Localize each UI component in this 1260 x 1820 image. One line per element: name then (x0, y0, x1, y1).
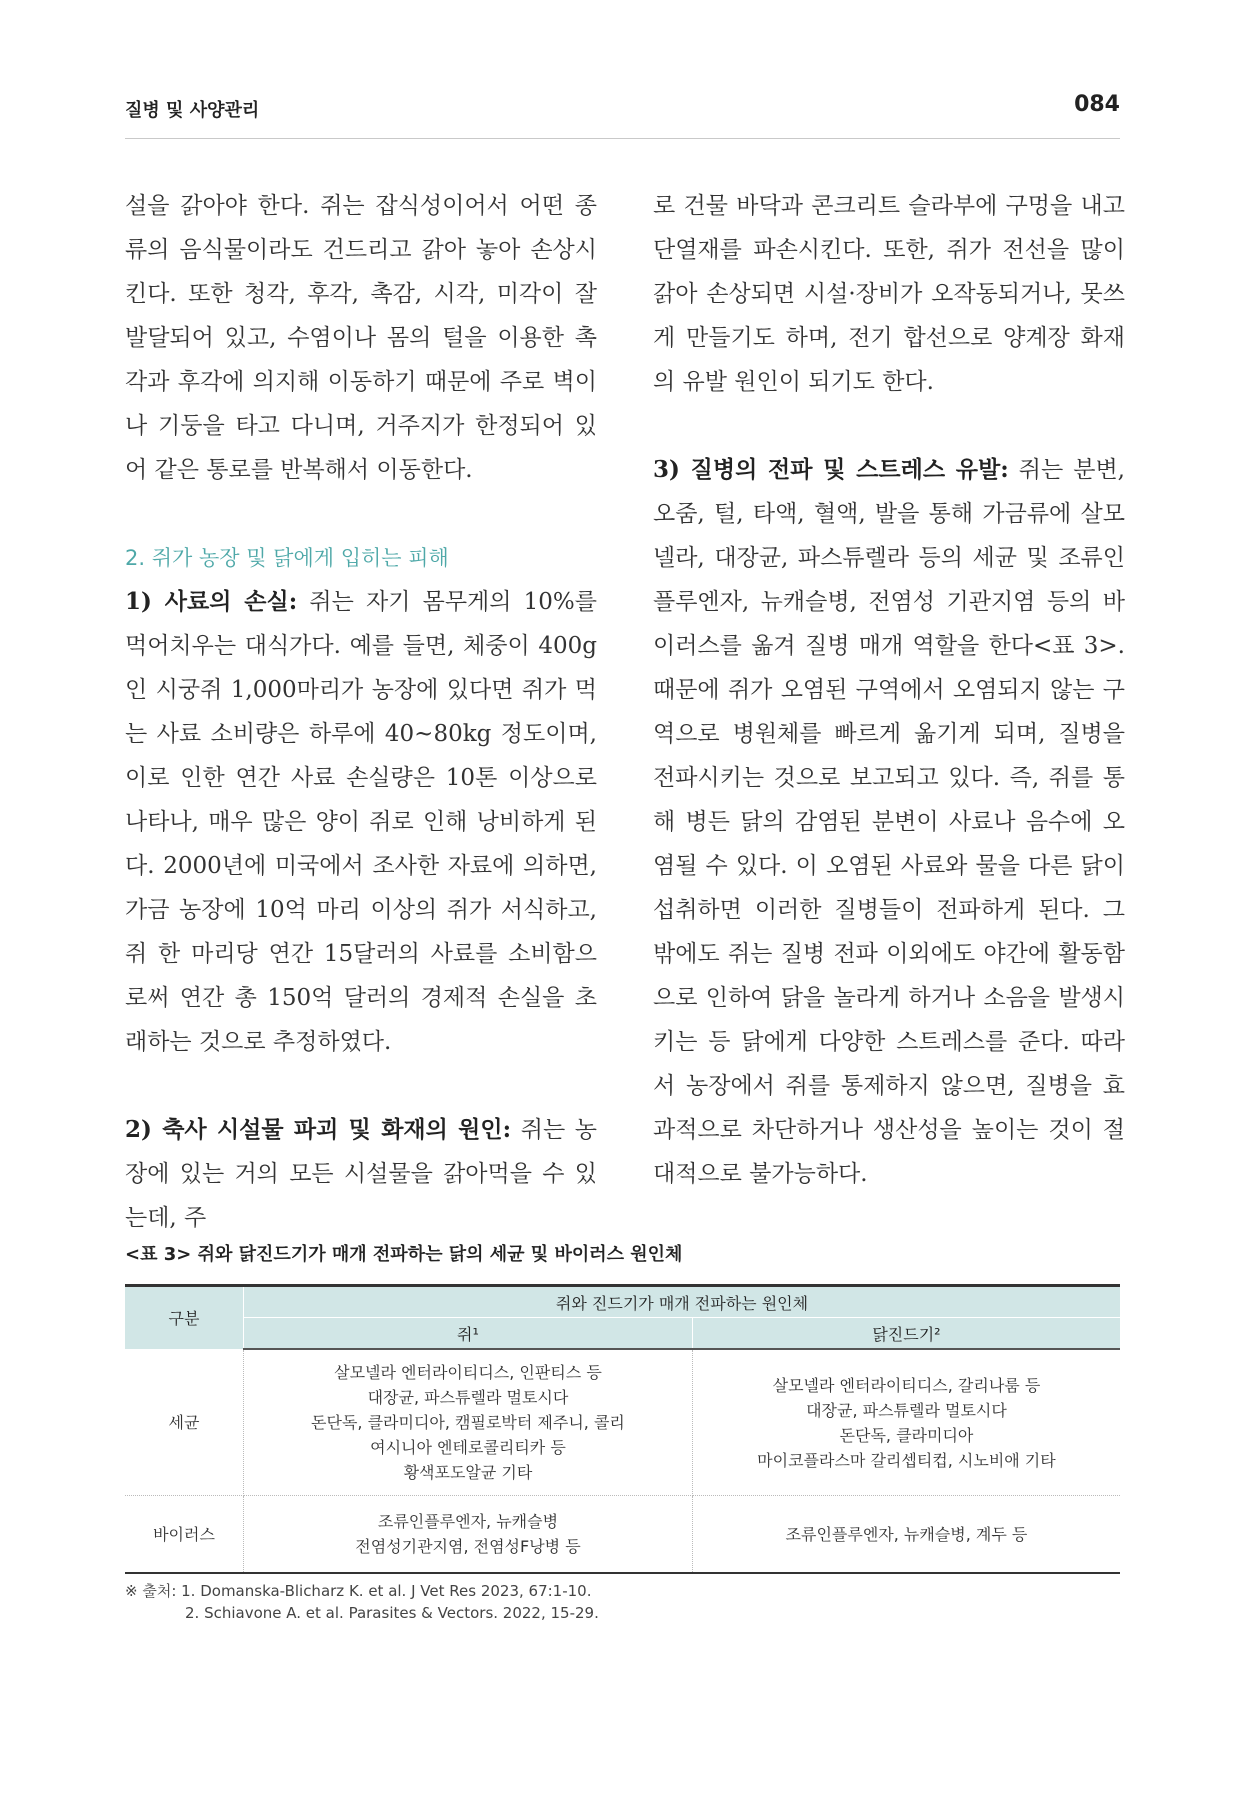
table-caption: <표 3> 쥐와 닭진드기가 매개 전파하는 닭의 세균 및 바이러스 원인체 (125, 1244, 683, 1265)
header-divider (125, 138, 1120, 139)
paragraph-feed-loss (125, 580, 597, 1064)
cell-line: 여시니아 엔테로콜리티카 등 (370, 1438, 566, 1457)
row-label: 바이러스 (125, 1496, 244, 1574)
page-header (125, 92, 1120, 126)
cell-line: 돈단독, 클라미디아 (839, 1425, 974, 1445)
item-text: 쥐는 자기 몸무게의 10%를 먹어치우는 대식가다. 예를 들면, 체중이 400g인 시궁쥐 1,000마리가 농장에 있다면 쥐가 먹는 사료 소비량은 하루에 40~80kg 정도이며, 이로 인한 연간 사료 손실량은 10톤 이상으로 나타나, 매우 많은 양이 쥐로 인해 낭비하게 된다. 2000년에 미국에서 조사한 자료에 의하면, 가금 농장에 10억 마리 이상의 쥐가 서식하고, 쥐 한 마리당 연간 15달러의 사료를 소비함으로써 연간 총 150억 달러의 경제적 손실을 초래하는 것으로 추정하였다. (125, 589, 598, 1055)
item-title: 3) 질병의 전파 및 스트레스 유발: (653, 456, 1009, 483)
column-header-category: 구분 (125, 1286, 244, 1350)
left-column (125, 184, 597, 1240)
section-name: 질병 및 사양관리 (125, 100, 260, 121)
pathogen-table (125, 1284, 1120, 1574)
item-text: 쥐는 분변, 오줌, 털, 타액, 혈액, 발을 통해 가금류에 살모넬라, 대장균, 파스튜렐라 등의 세균 및 조류인플루엔자, 뉴캐슬병, 전염성 기관지염 등의 바이러스를 옮겨 질병 매개 역할을 한다<표 3>. 때문에 쥐가 오염된 구역에서 오염되지 않는 구역으로 병원체를 빠르게 옮기게 되며, 질병을 전파시키는 것으로 보고되고 있다. 즉, 쥐를 통해 병든 닭의 감염된 분변이 사료나 음수에 오염될 수 있다. 이 오염된 사료와 물을 다른 닭이 섭취하면 이러한 질병들이 전파하게 된다. 그 밖에도 쥐는 질병 전파 이외에도 야간에 활동함으로 인하여 닭을 놀라게 하거나 소음을 발생시키는 등 닭에게 다양한 스트레스를 준다. 따라서 농장에서 쥐를 통제하지 않으면, 질병을 효과적으로 차단하거나 생산성을 높이는 것이 절대적으로 불가능하다. (653, 457, 1125, 1187)
cell-line: 마이코플라스마 갈리셉티컵, 시노비애 기타 (757, 1450, 1056, 1470)
cell-line: 대장균, 파스튜렐라 멀토시다 (367, 1388, 569, 1407)
column-header-rat: 쥐¹ (244, 1318, 693, 1350)
table-row (125, 1496, 1120, 1574)
row-label: 세균 (125, 1349, 244, 1496)
paragraph-facility-damage-cont: 로 건물 바닥과 콘크리트 슬라부에 구멍을 내고 단열재를 파손시킨다. 또한, 쥐가 전선을 많이 갉아 손상되면 시설·장비가 오작동되거나, 못쓰게 만들기도 하며, 전기 합선으로 양계장 화재의 유발 원인이 되기도 한다. (653, 193, 1125, 395)
right-column (653, 184, 1125, 1196)
table-row (125, 1349, 1120, 1496)
cell-line: 전염성기관지염, 전염성F낭병 등 (355, 1537, 581, 1556)
cell-line: 조류인플루엔자, 뉴캐슬병 (377, 1512, 559, 1531)
mite-pathogens-cell (692, 1349, 1120, 1496)
page-number: 084 (1074, 92, 1120, 117)
item-text: 쥐는 농장에 있는 거의 모든 시설물을 갉아먹을 수 있는데, 주 (125, 1117, 597, 1231)
cell-line: 황색포도알균 기타 (403, 1463, 533, 1482)
mite-pathogens-cell (692, 1496, 1120, 1574)
source-line: 2. Schiavone A. et al. Parasites & Vectors. 2022, 15-29. (185, 1604, 599, 1622)
cell-line: 조류인플루엔자, 뉴캐슬병, 계두 등 (785, 1524, 1028, 1544)
cell-line: 대장균, 파스튜렐라 멀토시다 (806, 1400, 1007, 1420)
column-header-mite: 닭진드기² (692, 1318, 1120, 1350)
item-title: 2) 축사 시설물 파괴 및 화재의 원인: (125, 1116, 512, 1143)
column-header-group: 쥐와 진드기가 매개 전파하는 원인체 (244, 1286, 1121, 1318)
source-note (125, 1580, 599, 1624)
intro-paragraph: 설을 갉아야 한다. 쥐는 잡식성이어서 어떤 종류의 음식물이라도 건드리고 갉아 놓아 손상시킨다. 또한 청각, 후각, 촉감, 시각, 미각이 잘 발달되어 있고, 수염이나 몸의 털을 이용한 촉각과 후각에 의지해 이동하기 때문에 주로 벽이나 기둥을 타고 다니며, 거주지가 한정되어 있어 같은 통로를 반복해서 이동한다. (125, 193, 597, 483)
source-line: ※ 출처: 1. Domanska-Blicharz K. et al. J Vet Res 2023, 67:1-10. (125, 1582, 592, 1600)
rat-pathogens-cell (244, 1349, 693, 1496)
cell-line: 살모넬라 엔터라이티디스, 갈리나룸 등 (772, 1375, 1041, 1395)
paragraph-disease-spread (653, 448, 1125, 1196)
cell-line: 살모넬라 엔터라이티디스, 인판티스 등 (334, 1363, 602, 1382)
rat-pathogens-cell (244, 1496, 693, 1574)
cell-line: 돈단독, 클라미디아, 캠필로박터 제주니, 콜리 (311, 1413, 625, 1432)
paragraph-facility-damage (125, 1108, 597, 1240)
section-heading: 2. 쥐가 농장 및 닭에게 입히는 피해 (125, 546, 449, 570)
item-title: 1) 사료의 손실: (125, 588, 298, 615)
